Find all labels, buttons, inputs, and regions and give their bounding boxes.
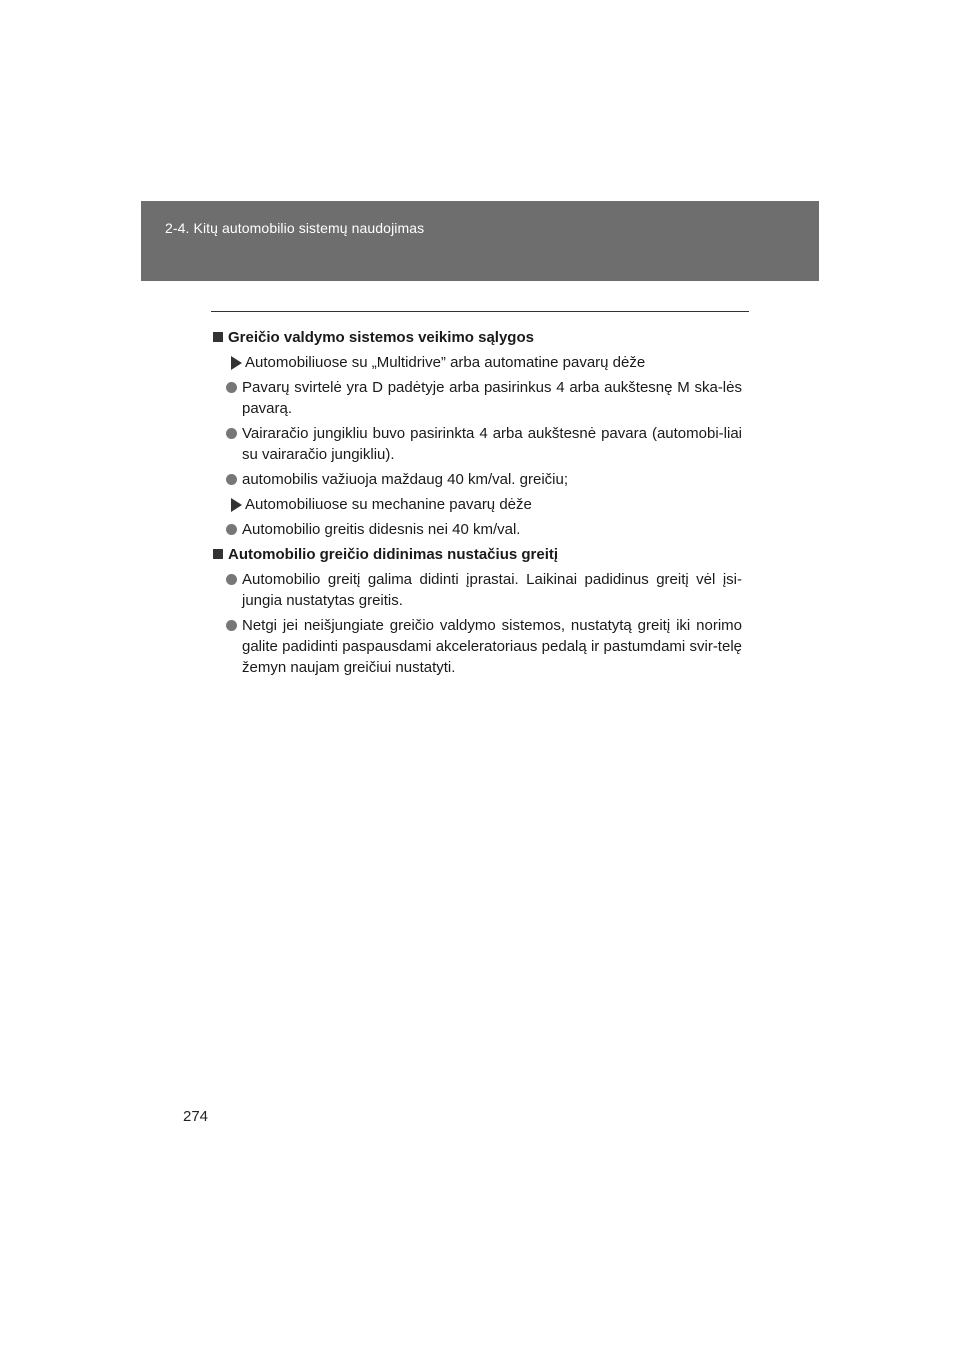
circle-bullet-icon [226, 428, 237, 439]
page-number: 274 [183, 1108, 209, 1125]
list-item-text: Vairaračio jungikliu buvo pasirinkta 4 arba aukštesnė pavara (automobi-liai su vairaračio jungikliu). [242, 425, 742, 463]
list-item-text: automobilis važiuoja maždaug 40 km/val. greičiu; [242, 471, 568, 488]
section-divider [211, 311, 749, 312]
section-heading-text: Automobilio greičio didinimas nustačius greitį [228, 546, 559, 563]
circle-bullet-icon [226, 574, 237, 585]
list-item-text: Pavarų svirtelė yra D padėtyje arba pasirinkus 4 arba aukštesnę M ska-lės pavarą. [242, 379, 742, 417]
list-item-text: Automobilio greitį galima didinti įprastai. Laikinai padidinus greitį vėl įsi-jungia nustatytas greitis. [242, 571, 742, 609]
circle-bullet-icon [226, 474, 237, 485]
subheading-text: Automobiliuose su mechanine pavarų dėže [245, 496, 532, 513]
subheading-text: Automobiliuose su „Multidrive” arba automatine pavarų dėže [245, 354, 646, 371]
triangle-arrow-icon [231, 498, 242, 512]
circle-bullet-icon [226, 524, 237, 535]
subheading-manual [228, 494, 742, 515]
circle-bullet-icon [226, 382, 237, 393]
section-heading-text: Greičio valdymo sistemos veikimo sąlygos [228, 329, 534, 346]
section-heading-operating-conditions [212, 327, 742, 348]
list-item [226, 569, 742, 611]
list-item [226, 469, 742, 490]
list-item [226, 377, 742, 419]
circle-bullet-icon [226, 620, 237, 631]
chapter-title: 2-4. Kitų automobilio sistemų naudojimas [165, 220, 425, 236]
section-heading-acceleration [212, 544, 742, 565]
list-item [226, 519, 742, 540]
chapter-header-band [141, 201, 819, 281]
square-bullet-icon [213, 549, 223, 559]
triangle-arrow-icon [231, 356, 242, 370]
list-item-text: Automobilio greitis didesnis nei 40 km/val. [242, 521, 521, 538]
list-item [226, 615, 742, 678]
list-item-text: Netgi jei neišjungiate greičio valdymo sistemos, nustatytą greitį iki norimo galite padidinti paspausdami akceleratoriaus pedalą ir pastumdami svir-telę žemyn naujam greičiui nustatyti. [242, 617, 742, 676]
square-bullet-icon [213, 332, 223, 342]
list-item [226, 423, 742, 465]
page-content [212, 327, 742, 682]
subheading-automatic [228, 352, 742, 373]
